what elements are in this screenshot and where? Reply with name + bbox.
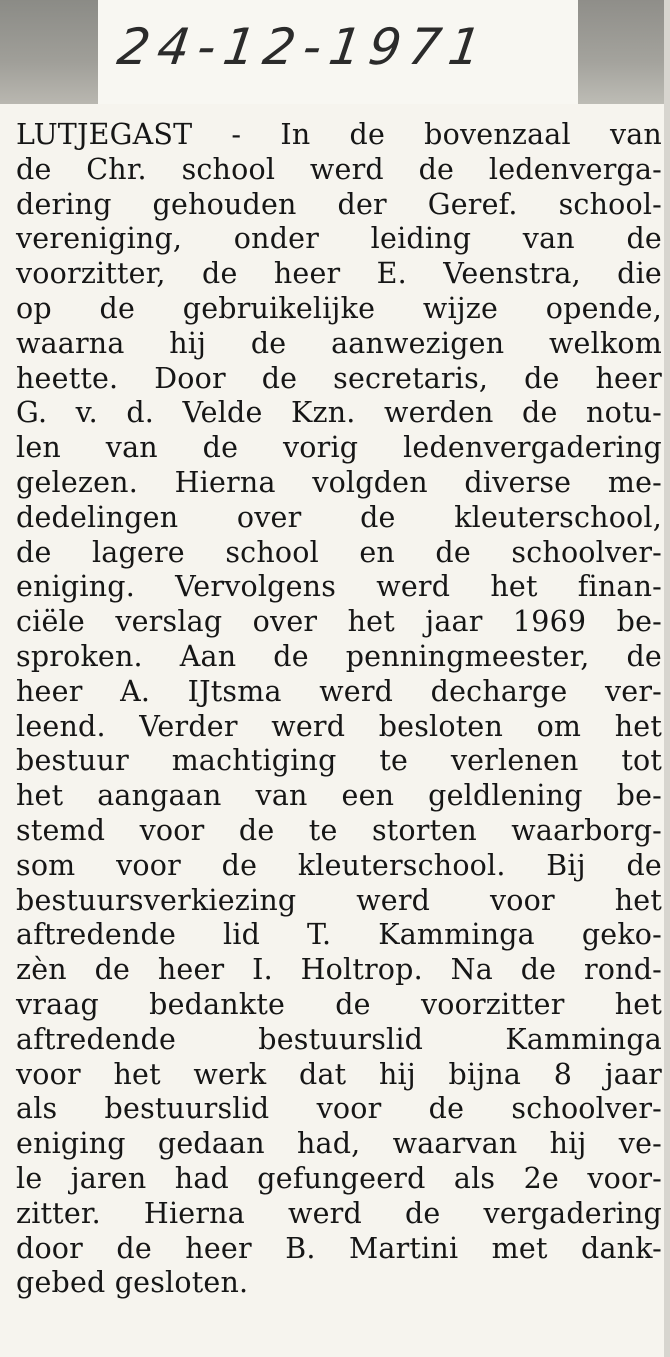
article-line: bestuur machtiging te verlenen tot: [16, 744, 662, 778]
handwritten-date: 24-12-1971: [113, 18, 493, 76]
article-line: som voor de kleuterschool. Bij de: [16, 848, 662, 882]
article-line: op de gebruikelijke wijze opende,: [16, 291, 662, 325]
scan-edge-right: [664, 0, 670, 1357]
article-line: heette. Door de secretaris, de heer: [16, 361, 662, 395]
article-line: de lagere school en de schoolver-: [16, 535, 662, 569]
article-line: de Chr. school werd de ledenverga-: [16, 152, 662, 186]
article-line: dedelingen over de kleuterschool,: [16, 500, 662, 534]
article-line: vraag bedankte de voorzitter het: [16, 987, 662, 1021]
article-line: leend. Verder werd besloten om het: [16, 709, 662, 743]
article-body: [16, 118, 662, 1301]
article-line: stemd voor de te storten waarborg-: [16, 813, 662, 847]
article-line: waarna hij de aanwezigen welkom: [16, 326, 662, 360]
article-line: zèn de heer I. Holtrop. Na de rond-: [16, 953, 662, 987]
article-line: eniging gedaan had, waarvan hij ve-: [16, 1127, 662, 1161]
article-line: dering gehouden der Geref. school-: [16, 187, 662, 221]
article-line: het aangaan van een geldlening be-: [16, 779, 662, 813]
article-line: als bestuurslid voor de schoolver-: [16, 1092, 662, 1126]
article-line: len van de vorig ledenvergadering: [16, 431, 662, 465]
article-line: voorzitter, de heer E. Veenstra, die: [16, 257, 662, 291]
article-line-last: gebed gesloten.: [16, 1266, 249, 1300]
article-line: eniging. Vervolgens werd het finan-: [16, 570, 662, 604]
article-line: voor het werk dat hij bijna 8 jaar: [16, 1057, 662, 1091]
article-line: heer A. IJtsma werd decharge ver-: [16, 674, 662, 708]
article-line: bestuursverkiezing werd voor het: [16, 883, 662, 917]
article-line: ciële verslag over het jaar 1969 be-: [16, 605, 662, 639]
article-line: zitter. Hierna werd de vergadering: [16, 1196, 662, 1230]
article-line: aftredende bestuurslid Kamminga: [16, 1022, 662, 1056]
article-line: G. v. d. Velde Kzn. werden de notu-: [16, 396, 662, 430]
scan-margin-left: [0, 0, 98, 104]
article-line: gelezen. Hierna volgden diverse me-: [16, 465, 662, 499]
article-line: door de heer B. Martini met dank-: [16, 1231, 662, 1265]
article-line: le jaren had gefungeerd als 2e voor-: [16, 1161, 662, 1195]
article-line: vereniging, onder leiding van de: [16, 222, 662, 256]
article-line: aftredende lid T. Kamminga geko-: [16, 918, 662, 952]
scan-margin-right: [578, 0, 670, 104]
article-line: LUTJEGAST - In de bovenzaal van: [16, 118, 662, 151]
article-line: sproken. Aan de penningmeester, de: [16, 639, 662, 673]
